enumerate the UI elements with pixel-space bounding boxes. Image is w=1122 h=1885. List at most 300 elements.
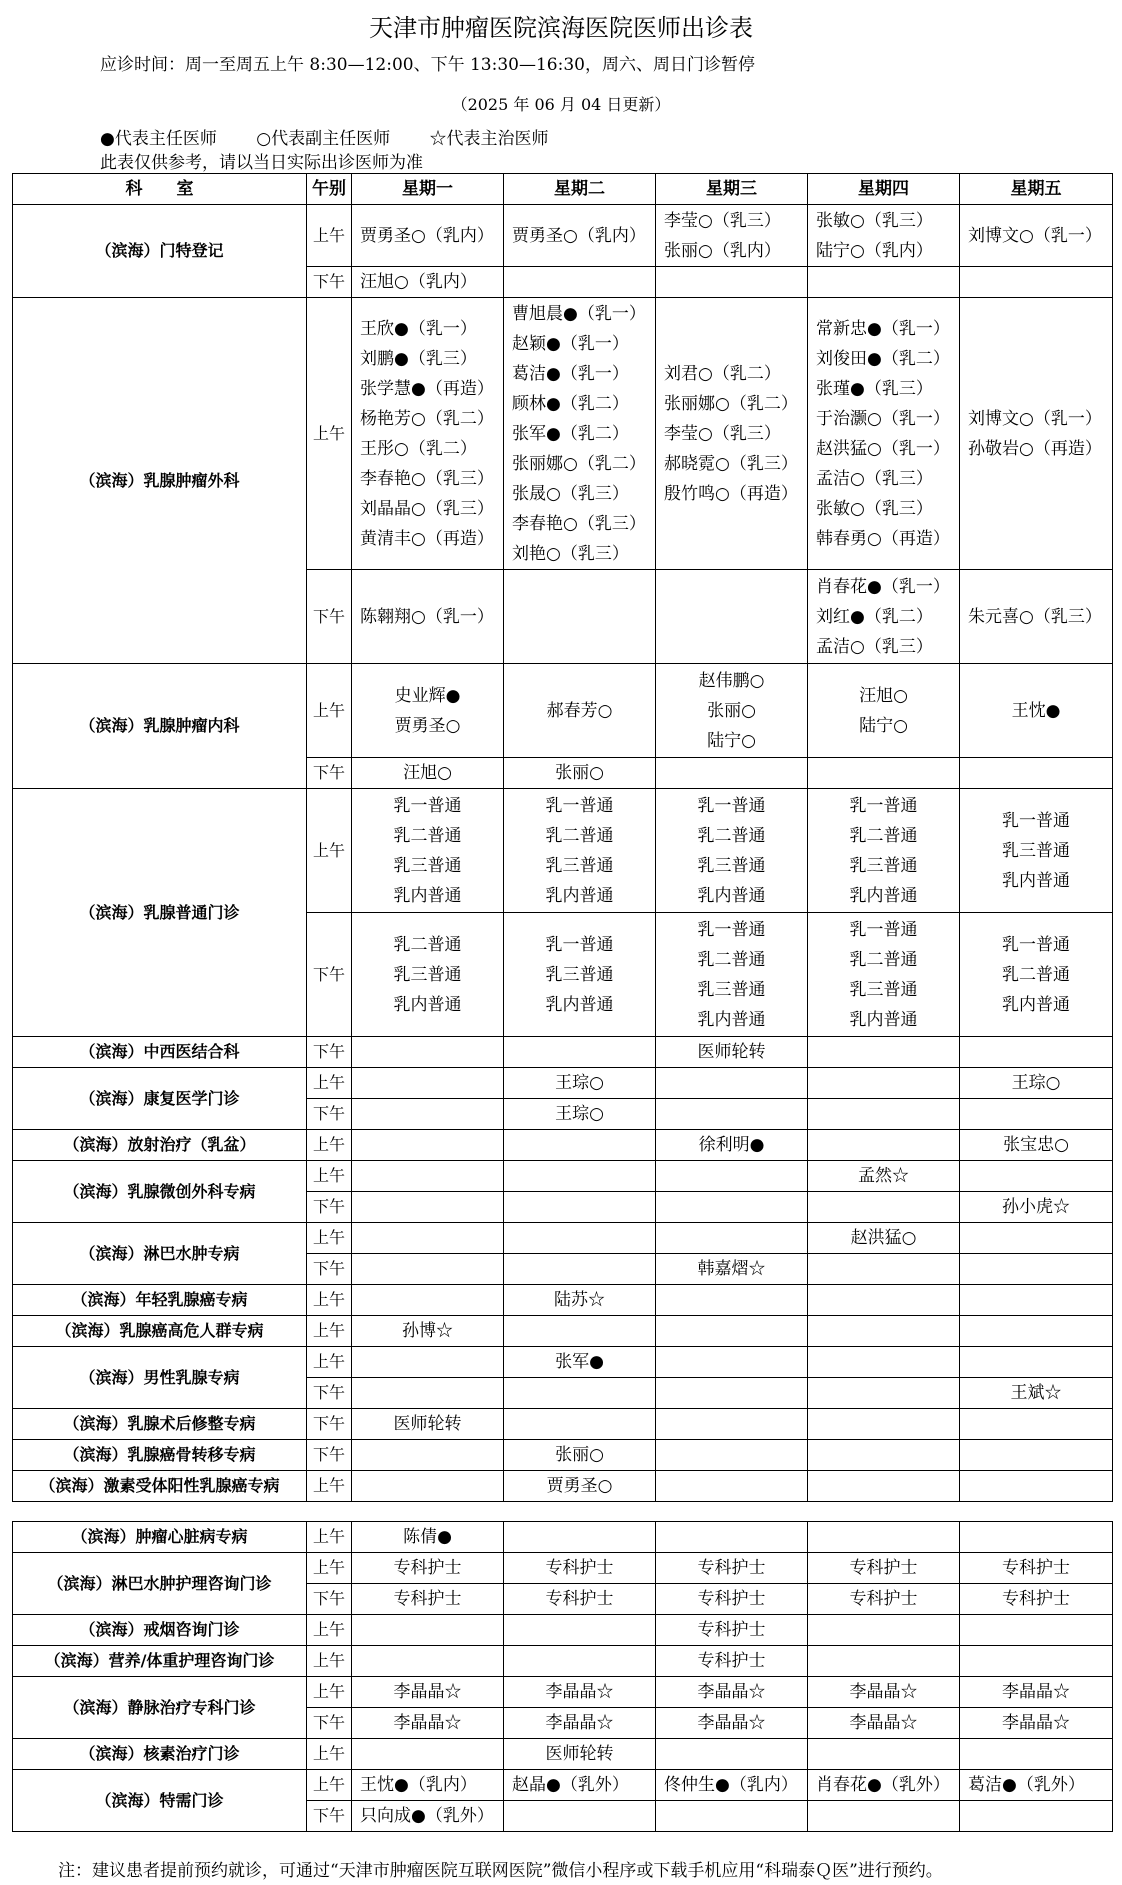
doctor-entry: 张丽娜○（乳二）	[664, 393, 798, 414]
schedule-cell	[960, 1801, 1113, 1832]
schedule-cell	[504, 789, 656, 913]
schedule-cell	[504, 1316, 656, 1347]
doctor-entry: 张丽娜○（乳二）	[512, 453, 646, 474]
doctor-entry: 赵洪猛○	[850, 1227, 917, 1248]
schedule-cell	[808, 1708, 960, 1739]
department-name: （滨海）乳腺癌高危人群专病	[13, 1316, 307, 1347]
department-name: （滨海）营养/体重护理咨询门诊	[13, 1646, 307, 1677]
schedule-cell	[504, 1161, 656, 1192]
schedule-cell	[352, 1553, 504, 1584]
schedule-cell	[808, 1347, 960, 1378]
col-header-mon: 星期一	[352, 174, 504, 205]
doctor-entry: 乳一普通	[545, 934, 614, 955]
doctor-entry: 医师轮转	[545, 1743, 614, 1764]
schedule-cell	[960, 1068, 1113, 1099]
table-row	[13, 1646, 1113, 1677]
doctor-entry: 乳内普通	[849, 885, 918, 906]
session-period: 上午	[307, 1770, 352, 1801]
session-period: 上午	[307, 664, 352, 758]
doctor-entry: 刘博文○（乳一）	[968, 408, 1102, 429]
session-period: 下午	[307, 1440, 352, 1471]
schedule-cell	[656, 1677, 808, 1708]
schedule-cell	[352, 1440, 504, 1471]
doctor-entry: 乳三普通	[393, 964, 462, 985]
session-period: 下午	[307, 570, 352, 664]
schedule-cell	[960, 1130, 1113, 1161]
schedule-cell	[656, 664, 808, 758]
doctor-entry: 乳一普通	[697, 795, 766, 816]
schedule-cell	[960, 789, 1113, 913]
doctor-entry: 乳三普通	[1002, 840, 1070, 861]
doctor-entry: 张宝忠○	[1003, 1134, 1069, 1155]
session-period: 上午	[307, 1522, 352, 1553]
session-period: 上午	[307, 1161, 352, 1192]
doctor-entry: 张瑾●（乳三）	[816, 378, 933, 399]
schedule-cell	[352, 1471, 504, 1502]
doctor-entry: 李晶晶☆	[393, 1681, 462, 1702]
schedule-cell	[808, 913, 960, 1037]
schedule-cell	[656, 1708, 808, 1739]
doctor-entry: 赵洪猛○（乳一）	[816, 438, 950, 459]
schedule-cell	[960, 1192, 1113, 1223]
schedule-cell	[656, 1316, 808, 1347]
doctor-entry: 乳内普通	[1002, 870, 1070, 891]
doctor-entry: 汪旭○（乳内）	[360, 272, 477, 292]
schedule-cell	[504, 1584, 656, 1615]
doctor-entry: 顾林●（乳二）	[512, 393, 629, 414]
schedule-cell	[960, 1646, 1113, 1677]
doctor-entry: 乳内普通	[697, 885, 766, 906]
table-row	[13, 1522, 1113, 1553]
doctor-entry: 乳一普通	[849, 795, 918, 816]
session-period: 下午	[307, 1409, 352, 1440]
department-name: （滨海）静脉治疗专科门诊	[13, 1677, 307, 1739]
schedule-cell	[656, 1099, 808, 1130]
legend-chief: ●代表主任医师	[100, 129, 217, 149]
table-row	[13, 1347, 1113, 1378]
doctor-entry: 专科护士	[849, 1588, 918, 1609]
schedule-cell	[960, 1099, 1113, 1130]
schedule-cell	[808, 1739, 960, 1770]
schedule-cell	[960, 1677, 1113, 1708]
schedule-cell	[352, 298, 504, 570]
doctor-entry: 李莹○（乳三）	[664, 210, 781, 231]
schedule-cell	[656, 1770, 808, 1801]
doctor-entry: 专科护士	[697, 1557, 766, 1578]
doctor-entry: 郝晓霓○（乳三）	[664, 453, 798, 474]
doctor-entry: 王忱●（乳内）	[360, 1774, 477, 1795]
doctor-entry: 医师轮转	[697, 1041, 766, 1062]
col-header-wed: 星期三	[656, 174, 808, 205]
schedule-cell	[352, 1677, 504, 1708]
col-header-period: 午别	[307, 174, 352, 205]
doctor-entry: 张敏○（乳三）	[816, 210, 933, 231]
table-row	[13, 664, 1113, 758]
schedule-cell	[504, 1677, 656, 1708]
schedule-cell	[656, 1192, 808, 1223]
department-name: （滨海）戒烟咨询门诊	[13, 1615, 307, 1646]
schedule-cell	[504, 1223, 656, 1254]
session-period: 上午	[307, 789, 352, 913]
doctor-entry: 乳内普通	[1002, 994, 1070, 1015]
col-header-tue: 星期二	[504, 174, 656, 205]
doctor-entry: 乳二普通	[849, 949, 918, 970]
schedule-cell	[808, 1130, 960, 1161]
session-period: 下午	[307, 1801, 352, 1832]
doctor-entry: 肖春花●（乳一）	[816, 576, 950, 597]
doctor-entry: 孟然☆	[858, 1165, 909, 1186]
doctor-entry: 孙博☆	[402, 1320, 453, 1341]
schedule-cell	[960, 570, 1113, 664]
schedule-cell	[352, 1378, 504, 1409]
doctor-entry: 刘鹏●（乳三）	[360, 348, 477, 369]
table-row	[13, 1316, 1113, 1347]
schedule-cell	[352, 1739, 504, 1770]
doctor-entry: 医师轮转	[393, 1413, 462, 1434]
doctor-entry: 赵晶●（乳外）	[512, 1774, 629, 1795]
schedule-cell	[656, 1161, 808, 1192]
doctor-entry: 乳二普通	[393, 825, 462, 846]
department-name: （滨海）门特登记	[13, 205, 307, 298]
schedule-cell	[960, 913, 1113, 1037]
doctor-entry: 乳一普通	[1002, 810, 1070, 831]
table-row	[13, 298, 1113, 570]
schedule-cell	[960, 1553, 1113, 1584]
schedule-cell	[504, 913, 656, 1037]
schedule-cell	[504, 1646, 656, 1677]
schedule-cell	[352, 1161, 504, 1192]
table-row	[13, 1037, 1113, 1068]
department-name: （滨海）男性乳腺专病	[13, 1347, 307, 1409]
schedule-cell	[808, 1161, 960, 1192]
schedule-cell	[504, 1378, 656, 1409]
schedule-cell	[960, 1285, 1113, 1316]
department-name: （滨海）乳腺普通门诊	[13, 789, 307, 1037]
doctor-entry: 杨艳芳○（乳二）	[360, 408, 494, 429]
doctor-entry: 乳三普通	[545, 855, 614, 876]
schedule-cell	[352, 1316, 504, 1347]
table-row	[13, 1471, 1113, 1502]
schedule-cell	[808, 1522, 960, 1553]
doctor-entry: 赵颖●（乳一）	[512, 333, 629, 354]
schedule-cell	[352, 1223, 504, 1254]
doctor-entry: 陆苏☆	[554, 1289, 605, 1310]
schedule-cell	[808, 1099, 960, 1130]
session-period: 上午	[307, 1347, 352, 1378]
doctor-entry: 李莹○（乳三）	[664, 423, 781, 444]
schedule-cell	[808, 298, 960, 570]
doctor-entry: 黄清丰○（再造）	[360, 528, 494, 549]
doctor-entry: 陆宁○	[859, 715, 908, 736]
col-header-fri: 星期五	[960, 174, 1113, 205]
schedule-cell	[808, 267, 960, 298]
schedule-cell	[960, 1708, 1113, 1739]
schedule-cell	[656, 298, 808, 570]
schedule-cell	[352, 1770, 504, 1801]
doctor-entry: 刘俊田●（乳二）	[816, 348, 950, 369]
doctor-entry: 王琮○	[555, 1103, 604, 1124]
doctor-entry: 王欣●（乳一）	[360, 318, 477, 339]
schedule-cell	[352, 1708, 504, 1739]
doctor-entry: 陈翱翔○（乳一）	[360, 606, 494, 627]
schedule-cell	[504, 1801, 656, 1832]
table-row	[13, 205, 1113, 267]
doctor-entry: 王彤○（乳二）	[360, 438, 477, 459]
schedule-cell	[808, 1553, 960, 1584]
schedule-cell	[504, 1130, 656, 1161]
department-name: （滨海）淋巴水肿专病	[13, 1223, 307, 1285]
schedule-cell	[504, 758, 656, 789]
doctor-entry: 汪旭○	[403, 763, 452, 783]
schedule-cell	[656, 1801, 808, 1832]
schedule-cell	[656, 1347, 808, 1378]
doctor-entry: 乳内普通	[393, 994, 462, 1015]
doctor-entry: 刘红●（乳二）	[816, 606, 933, 627]
schedule-cell	[656, 1584, 808, 1615]
doctor-entry: 专科护士	[1002, 1588, 1070, 1609]
legend-attending: ☆代表主治医师	[429, 129, 549, 149]
schedule-cell	[808, 1378, 960, 1409]
schedule-cell	[504, 1192, 656, 1223]
doctor-entry: 张晟○（乳三）	[512, 483, 629, 504]
session-period: 下午	[307, 1192, 352, 1223]
doctor-entry: 陆宁○	[707, 730, 756, 751]
doctor-entry: 乳内普通	[545, 994, 614, 1015]
schedule-cell	[352, 570, 504, 664]
schedule-cell	[960, 1347, 1113, 1378]
doctor-entry: 贾勇圣○（乳内）	[512, 225, 646, 246]
schedule-cell	[352, 1192, 504, 1223]
schedule-cell	[504, 1409, 656, 1440]
schedule-cell	[960, 664, 1113, 758]
doctor-entry: 张丽○	[707, 700, 756, 721]
doctor-entry: 专科护士	[849, 1557, 918, 1578]
department-name: （滨海）放射治疗（乳盆）	[13, 1130, 307, 1161]
schedule-cell	[504, 1615, 656, 1646]
session-period: 下午	[307, 913, 352, 1037]
doctor-entry: 张敏○（乳三）	[816, 498, 933, 519]
table-row	[13, 789, 1113, 913]
update-date: （2025 年 06 月 04 日更新）	[451, 95, 671, 114]
schedule-cell	[808, 1409, 960, 1440]
doctor-entry: 刘艳○（乳三）	[512, 543, 629, 564]
department-name: （滨海）激素受体阳性乳腺癌专病	[13, 1471, 307, 1502]
doctor-entry: 乳二普通	[545, 825, 614, 846]
doctor-entry: 李晶晶☆	[393, 1712, 462, 1733]
doctor-entry: 孙敬岩○（再造）	[968, 438, 1102, 459]
schedule-cell	[352, 1068, 504, 1099]
schedule-cell	[808, 1440, 960, 1471]
doctor-entry: 专科护士	[697, 1650, 766, 1671]
schedule-cell	[960, 1161, 1113, 1192]
doctor-entry: 只向成●（乳外）	[360, 1805, 494, 1826]
doctor-entry: 李春艳○（乳三）	[360, 468, 494, 489]
schedule-cell	[504, 570, 656, 664]
doctor-entry: 乳二普通	[697, 949, 766, 970]
doctor-entry: 张军●	[555, 1351, 604, 1372]
doctor-entry: 乳二普通	[393, 934, 462, 955]
schedule-cell	[352, 1409, 504, 1440]
table-row	[13, 1409, 1113, 1440]
doctor-entry: 葛洁●（乳一）	[512, 363, 629, 384]
doctor-entry: 乳一普通	[393, 795, 462, 816]
schedule-cell	[808, 1770, 960, 1801]
schedule-cell	[352, 1130, 504, 1161]
schedule-cell	[656, 913, 808, 1037]
doctor-entry: 乳二普通	[1002, 964, 1070, 985]
schedule-cell	[960, 1615, 1113, 1646]
schedule-cell	[656, 1285, 808, 1316]
session-period: 上午	[307, 1130, 352, 1161]
schedule-cell	[808, 1254, 960, 1285]
schedule-cell	[960, 1522, 1113, 1553]
doctor-entry: 专科护士	[393, 1557, 462, 1578]
session-period: 下午	[307, 1708, 352, 1739]
schedule-cell	[656, 1037, 808, 1068]
session-period: 上午	[307, 298, 352, 570]
session-period: 上午	[307, 1677, 352, 1708]
schedule-cell	[960, 205, 1113, 267]
doctor-entry: 李晶晶☆	[1002, 1712, 1070, 1733]
department-name: （滨海）特需门诊	[13, 1770, 307, 1832]
session-period: 上午	[307, 1646, 352, 1677]
doctor-entry: 乳三普通	[697, 979, 766, 1000]
session-period: 下午	[307, 1037, 352, 1068]
doctor-entry: 贾勇圣○	[546, 1475, 613, 1496]
schedule-cell	[656, 1440, 808, 1471]
schedule-cell	[960, 1770, 1113, 1801]
schedule-cell	[504, 1522, 656, 1553]
schedule-cell	[352, 1347, 504, 1378]
schedule-cell	[352, 789, 504, 913]
schedule-cell	[960, 1584, 1113, 1615]
table-row	[13, 1285, 1113, 1316]
footer-note: 注：建议患者提前预约就诊，可通过“天津市肿瘤医院互联网医院”微信小程序或下载手机应用“科瑞泰Ｑ医”进行预约。	[58, 1861, 943, 1881]
session-period: 下午	[307, 1254, 352, 1285]
session-period: 上午	[307, 1471, 352, 1502]
schedule-cell	[656, 758, 808, 789]
doctor-entry: 乳三普通	[697, 855, 766, 876]
doctor-entry: 乳一普通	[697, 919, 766, 940]
schedule-cell	[504, 1099, 656, 1130]
schedule-cell	[808, 789, 960, 913]
doctor-entry: 乳一普通	[849, 919, 918, 940]
department-name: （滨海）乳腺术后修整专病	[13, 1409, 307, 1440]
doctor-entry: 李晶晶☆	[697, 1712, 766, 1733]
table-row	[13, 1161, 1113, 1192]
schedule-cell	[504, 1440, 656, 1471]
schedule-cell	[960, 298, 1113, 570]
schedule-cell	[504, 267, 656, 298]
doctor-entry: 乳一普通	[1002, 934, 1070, 955]
session-period: 上午	[307, 1316, 352, 1347]
schedule-cell	[656, 1223, 808, 1254]
department-name: （滨海）乳腺癌骨转移专病	[13, 1440, 307, 1471]
doctor-entry: 专科护士	[697, 1588, 766, 1609]
schedule-cell	[352, 664, 504, 758]
schedule-cell	[656, 1739, 808, 1770]
doctor-entry: 肖春花●（乳外）	[816, 1774, 950, 1795]
legend	[100, 124, 583, 149]
doctor-entry: 葛洁●（乳外）	[968, 1774, 1085, 1795]
schedule-cell	[352, 1099, 504, 1130]
schedule-cell	[808, 758, 960, 789]
doctor-entry: 乳三普通	[545, 964, 614, 985]
doctor-entry: 张丽○（乳内）	[664, 240, 781, 261]
table-row	[13, 1440, 1113, 1471]
schedule-cell	[352, 267, 504, 298]
doctor-entry: 乳一普通	[545, 795, 614, 816]
doctor-entry: 孟洁○（乳三）	[816, 468, 933, 489]
table-row	[13, 1677, 1113, 1708]
schedule-cell	[656, 1068, 808, 1099]
schedule-cell	[656, 1522, 808, 1553]
doctor-entry: 孟洁○（乳三）	[816, 636, 933, 657]
session-period: 上午	[307, 205, 352, 267]
schedule-cell	[808, 1584, 960, 1615]
schedule-cell	[808, 1677, 960, 1708]
department-name: （滨海）康复医学门诊	[13, 1068, 307, 1130]
schedule-cell	[960, 1739, 1113, 1770]
schedule-cell	[656, 570, 808, 664]
schedule-cell	[960, 267, 1113, 298]
schedule-cell	[960, 1378, 1113, 1409]
schedule-cell	[960, 1471, 1113, 1502]
schedule-cell	[504, 1254, 656, 1285]
schedule-cell	[960, 1037, 1113, 1068]
doctor-entry: 专科护士	[393, 1588, 462, 1609]
doctor-entry: 乳内普通	[849, 1009, 918, 1030]
doctor-entry: 李晶晶☆	[697, 1681, 766, 1702]
schedule-cell	[960, 758, 1113, 789]
table-row	[13, 1223, 1113, 1254]
schedule-cell	[656, 789, 808, 913]
doctor-entry: 韩嘉熠☆	[697, 1258, 766, 1279]
department-name: （滨海）乳腺微创外科专病	[13, 1161, 307, 1223]
schedule-cell	[808, 1646, 960, 1677]
doctor-entry: 乳三普通	[849, 855, 918, 876]
session-period: 上午	[307, 1068, 352, 1099]
schedule-cell	[960, 1223, 1113, 1254]
schedule-cell	[352, 1285, 504, 1316]
schedule-cell	[656, 1646, 808, 1677]
department-name: （滨海）乳腺肿瘤内科	[13, 664, 307, 789]
session-period: 上午	[307, 1553, 352, 1584]
session-period: 上午	[307, 1739, 352, 1770]
table-row	[13, 1130, 1113, 1161]
doctor-entry: 乳二普通	[849, 825, 918, 846]
doctor-entry: 汪旭○	[859, 685, 908, 706]
schedule-cell	[808, 1285, 960, 1316]
doctor-entry: 李晶晶☆	[545, 1681, 614, 1702]
doctor-entry: 乳内普通	[697, 1009, 766, 1030]
doctor-entry: 佟仲生●（乳内）	[664, 1774, 798, 1795]
doctor-entry: 张学慧●（再造）	[360, 378, 494, 399]
department-name: （滨海）核素治疗门诊	[13, 1739, 307, 1770]
doctor-entry: 乳三普通	[393, 855, 462, 876]
schedule-cell	[352, 1254, 504, 1285]
schedule-cell	[504, 1739, 656, 1770]
schedule-cell	[504, 1347, 656, 1378]
session-period: 下午	[307, 267, 352, 298]
schedule-cell	[808, 1615, 960, 1646]
doctor-entry: 李晶晶☆	[849, 1712, 918, 1733]
schedule-cell	[808, 205, 960, 267]
schedule-cell	[352, 1037, 504, 1068]
schedule-cell	[504, 1037, 656, 1068]
col-header-thu: 星期四	[808, 174, 960, 205]
department-name: （滨海）中西医结合科	[13, 1037, 307, 1068]
